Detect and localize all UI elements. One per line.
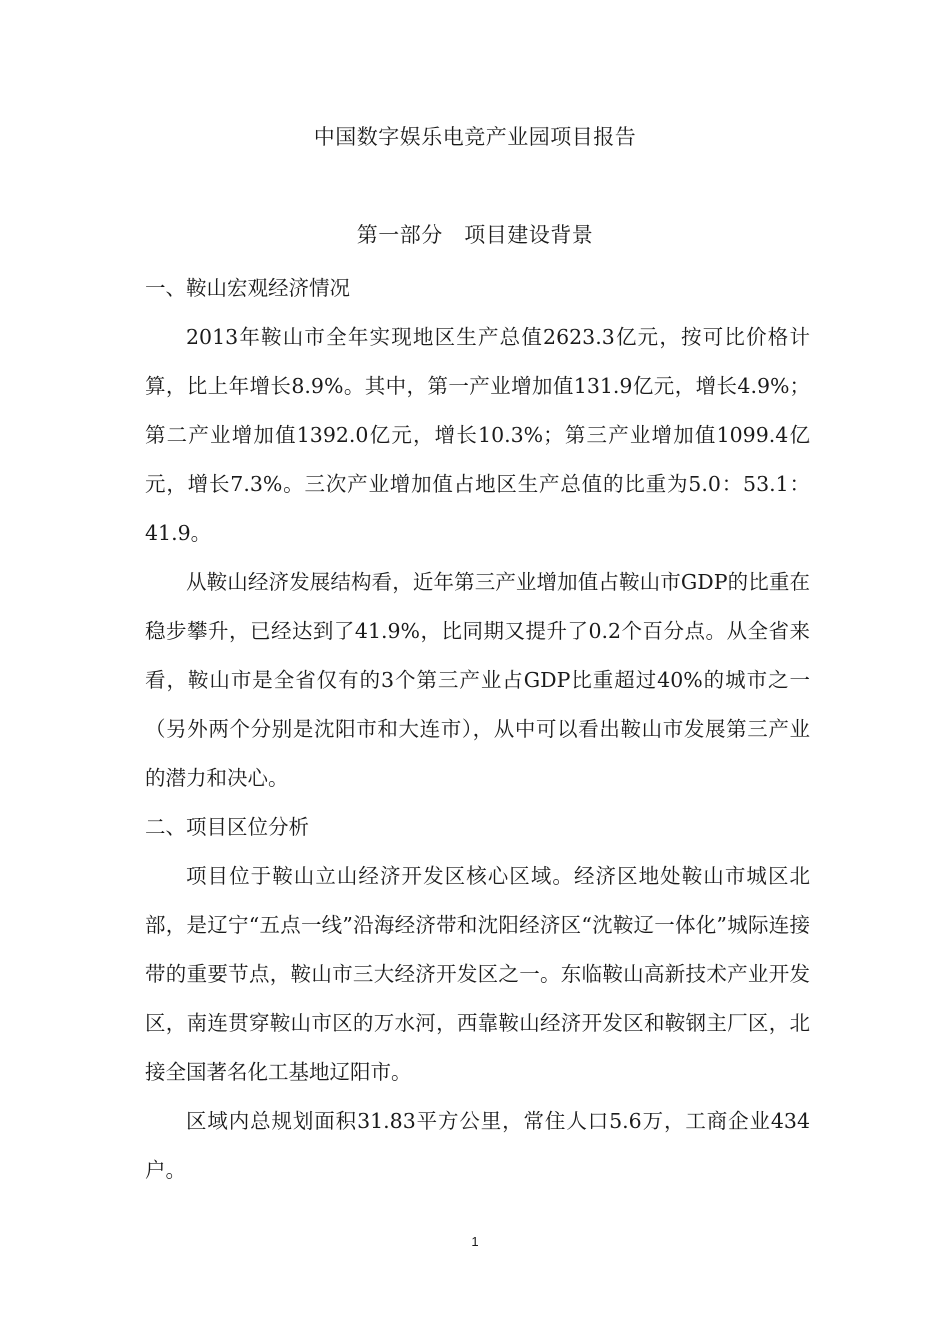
document-body bbox=[145, 264, 810, 1195]
section-heading-location: 二、项目区位分析 bbox=[145, 815, 309, 839]
section-heading-economy: 一、鞍山宏观经济情况 bbox=[145, 276, 350, 300]
page-number: 1 bbox=[471, 1234, 479, 1249]
paragraph-location-description: 项目位于鞍山立山经济开发区核心区域。经济区地处鞍山市城区北部，是辽宁“五点一线”沿海经济带和沈阳经济区“沈鞍辽一体化”城际连接带的重要节点，鞍山市三大经济开发区之一。东临鞍山高新技术产业开发区，南连贯穿鞍山市区的万水河，西靠鞍山经济开发区和鞍钢主厂区，北接全国著名化工基地辽阳市。 bbox=[145, 864, 810, 1084]
document-title: 中国数字娱乐电竞产业园项目报告 bbox=[313, 125, 637, 149]
paragraph-tertiary-industry: 从鞍山经济发展结构看，近年第三产业增加值占鞍山市GDP的比重在稳步攀升，已经达到了41.9%，比同期又提升了0.2个百分点。从全省来看，鞍山市是全省仅有的3个第三产业占GDP比重超过40%的城市之一（另外两个分别是沈阳市和大连市），从中可以看出鞍山市发展第三产业的潜力和决心。 bbox=[145, 570, 810, 790]
part-title: 第一部分 项目建设背景 bbox=[356, 223, 594, 247]
paragraph-gdp-overview: 2013年鞍山市全年实现地区生产总值2623.3亿元，按可比价格计算，比上年增长8.9%。其中，第一产业增加值131.9亿元，增长4.9%；第二产业增加值1392.0亿元，增长10.3%；第三产业增加值1099.4亿元，增长7.3%。三次产业增加值占地区生产总值的比重为5.0：53.1：41.9。 bbox=[145, 325, 810, 545]
paragraph-area-statistics: 区域内总规划面积31.83平方公里，常住人口5.6万，工商企业434户。 bbox=[145, 1109, 810, 1182]
